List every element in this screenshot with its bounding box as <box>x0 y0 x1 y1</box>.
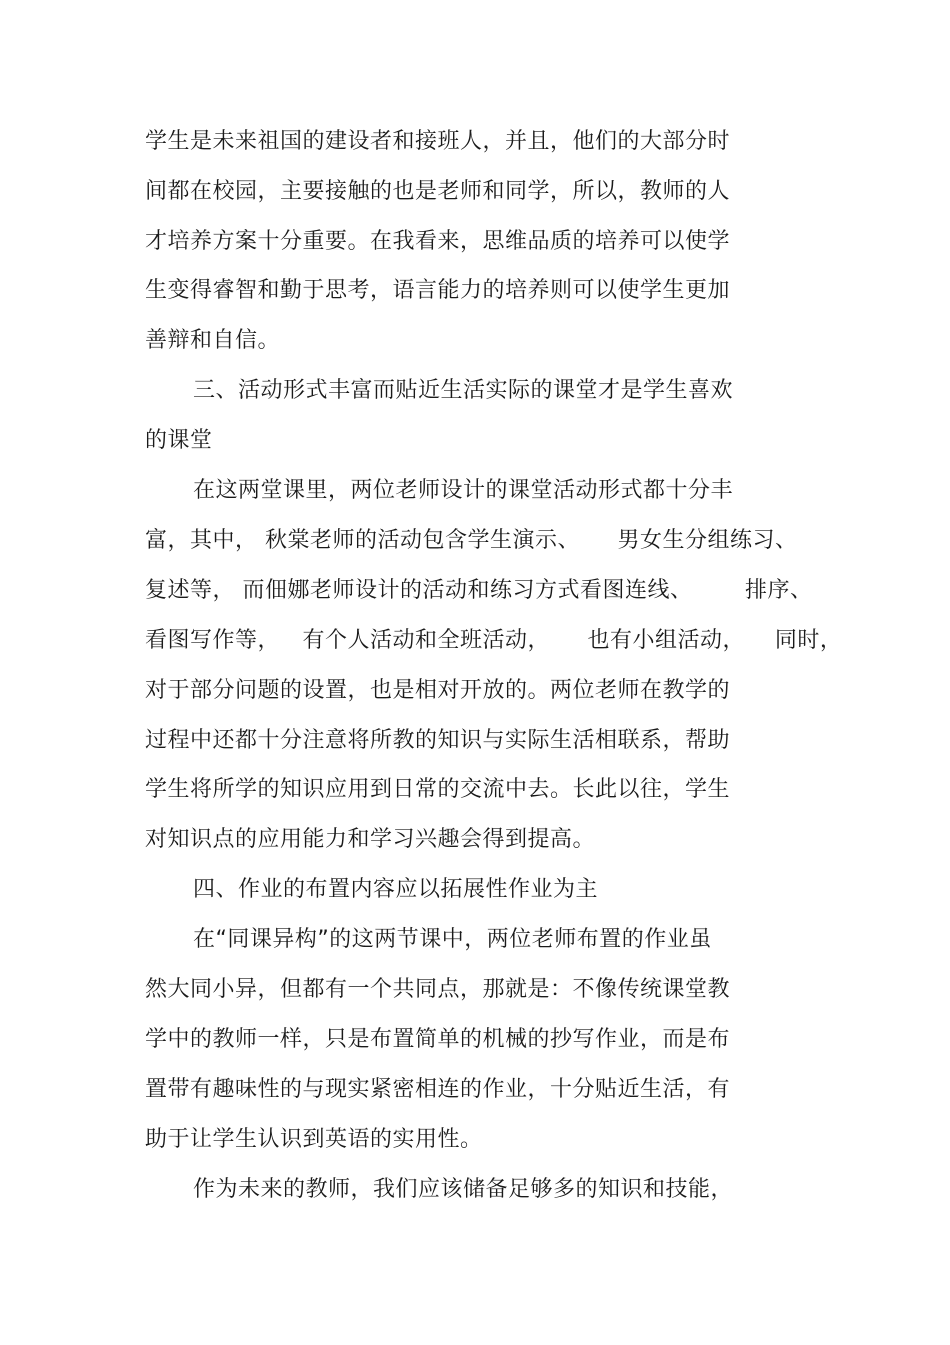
text-line: 在这两堂课里，两位老师设计的课堂活动形式都十分丰 <box>193 478 734 503</box>
text-line: 学中的教师一样，只是布置简单的机械的抄写作业，而是布 <box>145 1027 731 1052</box>
text-line: 富，其中， 秋棠老师的活动包含学生演示、 男女生分组练习、 <box>145 528 798 553</box>
text-line: 在“同课异构”的这两节课中，两位老师布置的作业虽 <box>193 927 712 952</box>
section-heading: 的课堂 <box>145 428 213 453</box>
text-line: 看图写作等， 有个人活动和全班活动， 也有小组活动， 同时， <box>145 628 843 653</box>
text-line: 对于部分问题的设置，也是相对开放的。两位老师在教学的 <box>145 678 731 703</box>
section-heading: 三、活动形式丰富而贴近生活实际的课堂才是学生喜欢 <box>193 378 734 403</box>
text-line: 间都在校园，主要接触的也是老师和同学，所以，教师的人 <box>145 179 731 204</box>
text-line: 善辩和自信。 <box>145 328 281 353</box>
section-heading: 四、作业的布置内容应以拓展性作业为主 <box>193 877 599 902</box>
text-line: 作为未来的教师，我们应该储备足够多的知识和技能， <box>193 1177 734 1202</box>
text-line: 学生将所学的知识应用到日常的交流中去。长此以往，学生 <box>145 777 731 802</box>
text-line: 学生是未来祖国的建设者和接班人，并且，他们的大部分时 <box>145 129 731 154</box>
text-line: 才培养方案十分重要。在我看来，思维品质的培养可以使学 <box>145 229 731 254</box>
text-line: 复述等， 而佃娜老师设计的活动和练习方式看图连线、 排序、 <box>145 578 813 603</box>
text-line: 对知识点的应用能力和学习兴趣会得到提高。 <box>145 827 596 852</box>
text-line: 助于让学生认识到英语的实用性。 <box>145 1127 483 1152</box>
text-line: 置带有趣味性的与现实紧密相连的作业，十分贴近生活，有 <box>145 1077 731 1102</box>
text-line: 过程中还都十分注意将所教的知识与实际生活相联系，帮助 <box>145 728 731 753</box>
text-line: 然大同小异，但都有一个共同点，那就是：不像传统课堂教 <box>145 977 731 1002</box>
text-line: 生变得睿智和勤于思考，语言能力的培养则可以使学生更加 <box>145 278 731 303</box>
